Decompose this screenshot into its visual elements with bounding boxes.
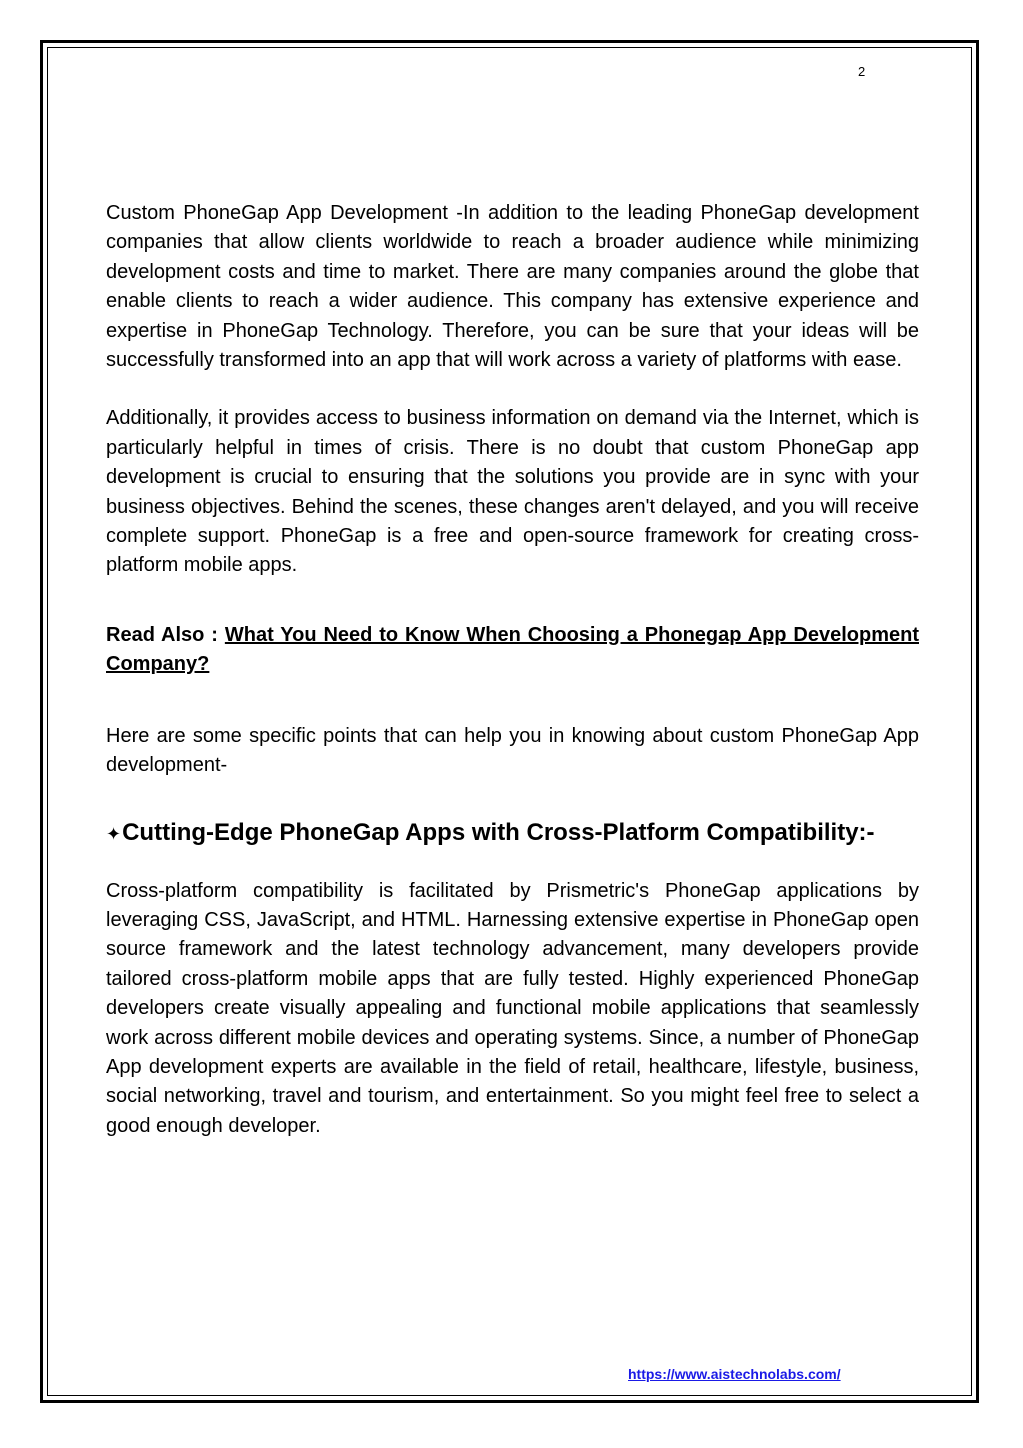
page-number: 2 (858, 64, 866, 79)
section-heading (106, 818, 919, 849)
paragraph-intro: Custom PhoneGap App Development -In addition to the leading PhoneGap development companies that allow clients worldwide to reach a broader audience while minimizing development costs and time to market. There are many companies around the globe that enable clients to reach a wider audience. This company has extensive experience and expertise in PhoneGap Technology. Therefore, you can be sure that your ideas will be successfully transformed into an app that will work across a variety of platforms with ease. (106, 202, 919, 372)
footer-website-link[interactable]: https://www.aistechnolabs.com/ (628, 1366, 841, 1382)
four-pointed-star-icon: ✦ (106, 823, 122, 844)
section-heading-text: Cutting-Edge PhoneGap Apps with Cross-Platform Compatibility:- (122, 818, 875, 846)
paragraph-cross-platform: Cross-platform compatibility is facilitated by Prismetric's PhoneGap applications by leveraging CSS, JavaScript, and HTML. Harnessing extensive expertise in PhoneGap open source framework and the latest technology advancement, many developers provide tailored cross-platform mobile apps that are fully tested. Highly experienced PhoneGap developers create visually appealing and functional mobile applications that seamlessly work across different mobile devices and operating systems. Since, a number of PhoneGap App development experts are available in the field of retail, healthcare, lifestyle, business, social networking, travel and tourism, and entertainment. So you might feel free to select a good enough developer. (106, 879, 919, 1137)
read-also-link[interactable]: What You Need to Know When Choosing a Phonegap App Development Company? (106, 623, 919, 676)
read-also-label: Read Also : (106, 623, 225, 646)
paragraph-specific-points: Here are some specific points that can help you in knowing about custom PhoneGap App development- (106, 724, 919, 777)
read-also-line (106, 621, 919, 680)
paragraph-additionally: Additionally, it provides access to business information on demand via the Internet, which is particularly helpful in times of crisis. There is no doubt that custom PhoneGap app development is crucial to ensuring that the solutions you provide are in sync with your business objectives. Behind the scenes, these changes aren't delayed, and you will receive complete support. PhoneGap is a free and open-source framework for creating cross-platform mobile apps. (106, 407, 919, 577)
document-body (106, 199, 919, 1141)
